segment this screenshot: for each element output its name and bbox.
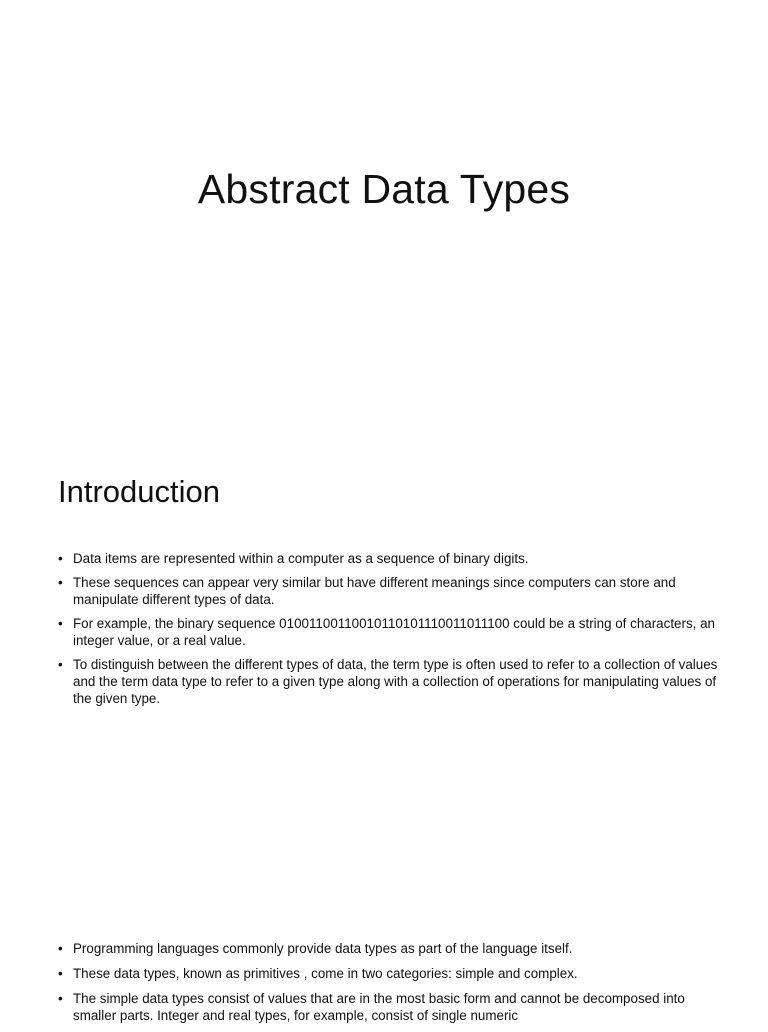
bullet-icon: • xyxy=(58,657,63,672)
bullet-item xyxy=(58,574,718,608)
bullet-text: Programming languages commonly provide data types as part of the language itself. xyxy=(73,941,573,956)
bullet-text: For example, the binary sequence 01001100110010110101110011011100 could be a string of characters, an integer value, or a real value. xyxy=(73,616,715,648)
bullet-icon: • xyxy=(58,575,63,590)
introduction-bullet-list xyxy=(58,550,718,714)
bullet-item xyxy=(58,940,718,957)
bullet-icon: • xyxy=(58,991,63,1006)
slide-title: Abstract Data Types xyxy=(197,166,571,212)
bullet-text: To distinguish between the different types of data, the term type is often used to refer to a collection of values and the term data type to refer to a given type along with a collection of operations for manipulating values of the given type. xyxy=(73,657,718,706)
bullet-text: These data types, known as primitives , come in two categories: simple and complex. xyxy=(73,966,578,981)
bullet-icon: • xyxy=(58,551,63,566)
continuation-bullet-list xyxy=(58,940,718,1032)
bullet-icon: • xyxy=(58,966,63,981)
bullet-item xyxy=(58,656,718,707)
bullet-text: The simple data types consist of values that are in the most basic form and cannot be decomposed into smaller parts. Integer and real types, for example, consist of single numeric xyxy=(73,991,685,1023)
bullet-item xyxy=(58,550,718,567)
bullet-item xyxy=(58,990,718,1024)
bullet-icon: • xyxy=(58,941,63,956)
bullet-item xyxy=(58,615,718,649)
bullet-text: Data items are represented within a computer as a sequence of binary digits. xyxy=(73,551,529,566)
bullet-item xyxy=(58,965,718,982)
section-heading-introduction: Introduction xyxy=(58,474,220,509)
bullet-icon: • xyxy=(58,616,63,631)
bullet-text: These sequences can appear very similar but have different meanings since computers can store and manipulate different types of data. xyxy=(73,575,676,607)
